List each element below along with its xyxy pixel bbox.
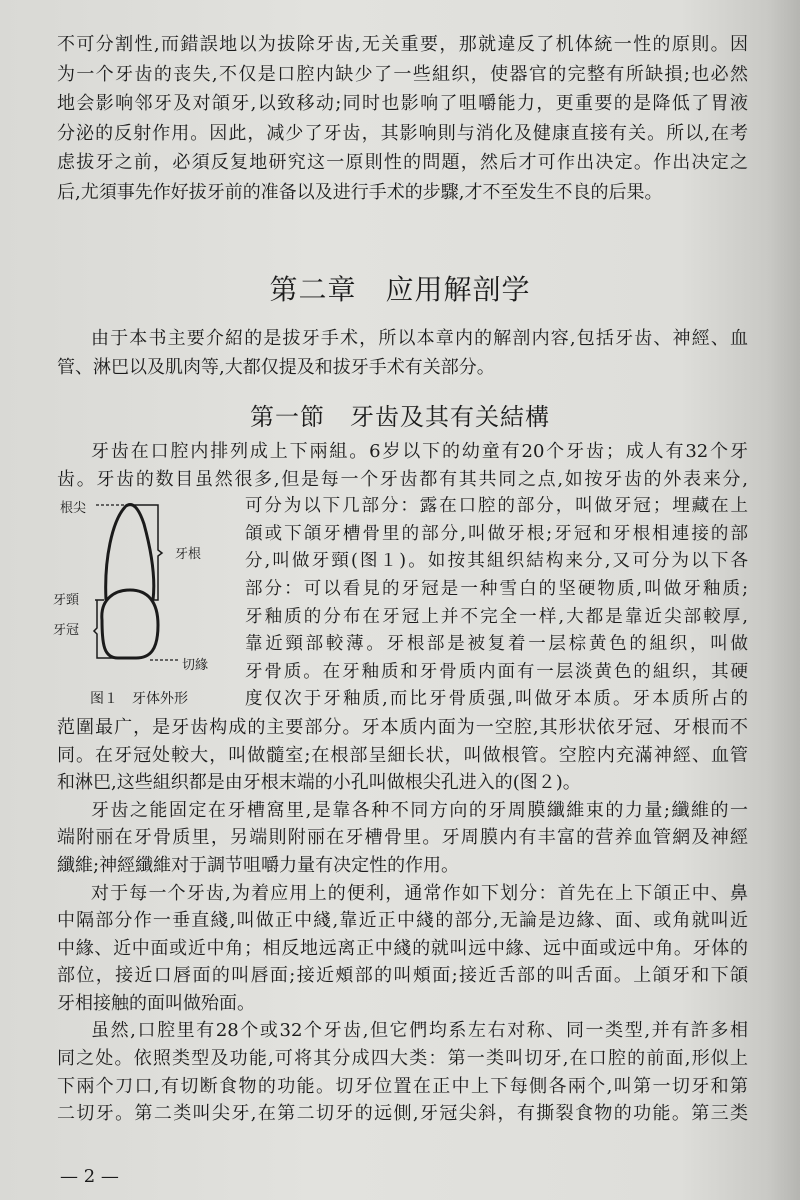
paragraph	[57, 797, 748, 880]
text-line: 牙骨质。在牙釉质和牙骨质内面有一层淡黄色的組织，其硬	[245, 661, 748, 682]
figure-caption: 图１ 牙体外形	[90, 691, 188, 707]
section-title: 第一節 牙齿及其有关結構	[250, 403, 550, 431]
text-line: 部分：可以看見的牙冠是一种雪白的坚硬物质,叫做牙釉质;	[245, 578, 748, 599]
text-line: 同。在牙冠处較大，叫做髓室;在根部呈細长状，叫做根管。空腔内充滿神經、血管	[57, 744, 748, 766]
text-line: 牙齿之能固定在牙槽窩里,是靠各种不同方向的牙周膜纖維束的力量;纖維的一	[91, 799, 748, 821]
text-line: 牙相接触的面叫做殆面。	[57, 992, 255, 1014]
chapter-title: 第二章 应用解剖学	[269, 273, 531, 306]
label-neck: 牙頸	[53, 593, 80, 608]
text-line: 对于每一个牙齿,为着应用上的便利，通常作如下划分：首先在上下頜正中、鼻	[91, 882, 748, 904]
paragraph	[57, 324, 748, 382]
paragraph	[57, 880, 748, 1018]
text-line: 虽然,口腔里有28个或32个牙齿,但它們均系左右对称、同一类型,并有許多相	[91, 1020, 748, 1042]
text-line: 管、淋巴以及肌肉等,大都仅提及和拔牙手术有关部分。	[57, 357, 495, 378]
text-line: 靠近頸部較薄。牙根部是被复着一层棕黄色的組织，叫做	[245, 634, 748, 655]
text-line: 齿。牙齿的数目虽然很多,但是每一个牙齿都有其共同之点,如按牙齿的外表来分,	[57, 468, 748, 490]
text-line: 端附丽在牙骨质里，另端則附丽在牙槽骨里。牙周膜内有丰富的营养血管網及神經	[57, 827, 748, 849]
label-apex: 根尖	[60, 501, 87, 516]
paragraph	[57, 30, 748, 207]
text-line: 虑拔牙之前，必須反复地研究这一原則性的問題，然后才可作出决定。作出决定之	[57, 152, 748, 173]
text-line: 度仅次于牙釉质,而比牙骨质强,叫做牙本质。牙本质所占的	[245, 689, 748, 710]
text-line: 分,叫做牙頸(图１)。如按其組织結构来分,又可分为以下各	[245, 551, 748, 572]
text-line: 牙齿在口腔内排列成上下兩組。6岁以下的幼童有20个牙齿；成人有32个牙	[91, 441, 748, 462]
page-number: — 2 —	[60, 1166, 119, 1187]
text-line: 不可分割性,而錯誤地以为拔除牙齿,无关重要，那就違反了机体統一性的原則。因	[57, 34, 748, 55]
text-line: 二切牙。第二类叫尖牙,在第二切牙的远側,牙冠尖斜，有撕裂食物的功能。第三类	[57, 1103, 748, 1125]
crown-outline	[102, 590, 158, 658]
text-line: 同之处。依照类型及功能,可将其分成四大类：第一类叫切牙,在口腔的前面,形似上	[57, 1048, 748, 1070]
paragraph	[57, 1017, 748, 1127]
text-line: 中緣、近中面或近中角；相反地远离正中綫的就叫远中緣、远中面或远中角。牙体的	[57, 937, 748, 959]
root-bracket	[128, 505, 162, 600]
intro-paragraph-block	[57, 30, 748, 207]
text-line: 为一个牙齿的丧失,不仅是口腔内缺少了一些組织，使器官的完整有所缺損;也必然	[57, 63, 748, 85]
chapter-intro-block	[57, 324, 748, 382]
text-line: 可分为以下几部分：露在口腔的部分，叫做牙冠；埋藏在上	[245, 496, 748, 517]
label-crown: 牙冠	[53, 623, 80, 638]
text-line: 部位，接近口唇面的叫唇面;接近頰部的叫頰面;接近舌部的叫舌面。上頜牙和下頜	[57, 965, 748, 987]
text-line: 牙釉质的分布在牙冠上并不完全一样,大都是靠近尖部較厚,	[245, 606, 748, 627]
text-line: 范圍最广，是牙齿构成的主要部分。牙本质内面为一空腔,其形状依牙冠、牙根而不	[57, 716, 748, 738]
text-line: 地会影响邻牙及对頜牙,以致移动;同时也影响了咀嚼能力，更重要的是降低了胃液	[57, 93, 748, 114]
crown-bracket	[94, 600, 120, 658]
text-line: 和淋巴,这些組织都是由牙根末端的小孔叫做根尖孔进入的(图２)。	[57, 772, 581, 794]
label-incisal-edge: 切緣	[182, 658, 209, 673]
text-line: 由于本书主要介紹的是拔牙手术，所以本章内的解剖内容,包括牙齿、神經、血	[91, 328, 748, 349]
label-root: 牙根	[175, 547, 202, 562]
root-outline	[106, 505, 154, 600]
text-line: 頜或下頜牙槽骨里的部分,叫做牙根;牙冠和牙根相連接的部	[245, 523, 748, 544]
text-line: 下兩个刀口,有切断食物的功能。切牙位置在正中上下每側各兩个,叫第一切牙和第	[57, 1075, 748, 1097]
text-line: 后,尤須事先作好拔牙前的准备以及进行手术的步驟,才不至发生不良的后果。	[57, 181, 663, 203]
tooth-figure	[40, 490, 240, 710]
text-line: 中隔部分作一垂直綫,叫做正中綫,靠近正中綫的部分,无論是边緣、面、或角就叫近	[57, 910, 748, 932]
text-line: 分泌的反射作用。因此，减少了牙齿，其影响則与消化及健康直接有关。所以,在考	[57, 122, 748, 144]
text-line: 纖維;神經纖維对于調节咀嚼力量有决定性的作用。	[57, 854, 460, 876]
